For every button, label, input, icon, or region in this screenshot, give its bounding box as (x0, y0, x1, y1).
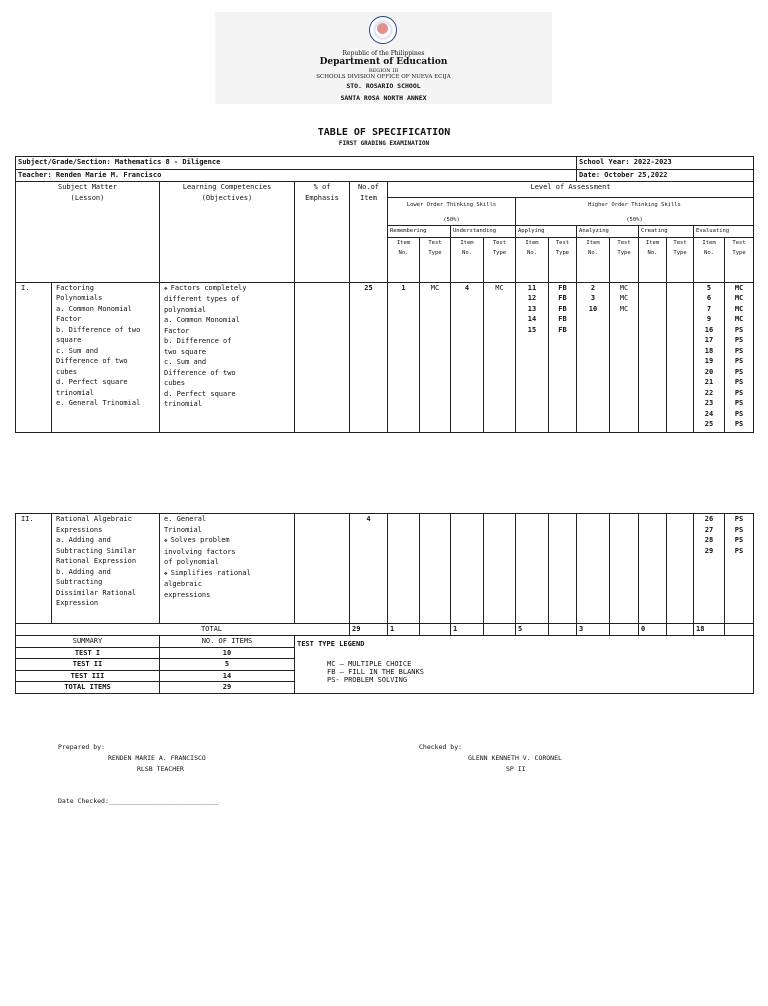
applying-item-no-entry: 14 (527, 315, 537, 323)
subject-matter-label: Subject Matter (57, 183, 117, 191)
pct-label: % of (313, 183, 331, 191)
total-evaluating: 18 (694, 624, 725, 636)
competency-detail: e. General Trinomial (164, 515, 207, 534)
summary-test-value: 5 (160, 659, 295, 671)
evaluating-header: Evaluating (694, 226, 754, 238)
evaluating-item-no-entry: 19 (704, 357, 714, 365)
summary-test-label: TOTAL ITEMS (16, 682, 160, 694)
competency-bullet: ❖ Simplifies rational (164, 568, 292, 580)
item-no-header: Item No. (451, 237, 484, 282)
division-line: SCHOOLS DIVISION OFFICE OF NUEVA ECIJA (316, 74, 451, 80)
school-year: School Year: 2022-2023 (577, 157, 754, 170)
test-type-header: Test Type (420, 237, 451, 282)
item-no-header: Item No. (577, 237, 610, 282)
letterhead (215, 12, 552, 104)
empty-cell (549, 624, 577, 636)
applying-item-no-entry: 15 (527, 325, 537, 334)
summary-test-value: 10 (160, 647, 295, 659)
no-of-items-label: NO. OF ITEMS (160, 636, 295, 648)
applying-types (549, 282, 577, 432)
evaluating-type-entry: MC (734, 294, 744, 302)
evaluating-type-entry: PS (734, 367, 744, 376)
evaluating-type-entry: PS (734, 336, 744, 344)
objectives-label: (Objectives) (201, 193, 253, 202)
hots-header (516, 198, 754, 226)
item-no-header: Item No. (516, 237, 549, 282)
prepared-by-name: RENDEN MARIE A. FRANCISCO (108, 754, 206, 762)
lesson-label: (Lesson) (70, 193, 105, 202)
understanding-type: MC (484, 282, 516, 432)
lesson-cell: Factoring Polynomials a. Common Monomial Factor b. Difference of two square c. Sum and Difference of two cubes d. Perfect square trinomial e. General Trinomial (52, 282, 160, 432)
test-type-header: Test Type (484, 237, 516, 282)
item-label: Item (360, 193, 377, 202)
total-applying: 5 (516, 624, 549, 636)
empty-cell (667, 624, 694, 636)
subject-matter-header (16, 182, 160, 283)
evaluating-type-entry: PS (734, 420, 744, 428)
emphasis-cell (295, 282, 350, 432)
hots-pct: (50%) (626, 216, 643, 223)
remembering-header: Remembering (388, 226, 451, 238)
department-line: Department of Education (319, 57, 448, 67)
lesson-cell: Rational Algebraic Expressions a. Adding and Subtracting Similar Rational Expression b. Adding and Subtracting Dissimilar Rational Expression (52, 514, 160, 624)
empty-cell (610, 624, 639, 636)
table-row (16, 514, 754, 624)
competency-bullet: ❖ Factors completely (164, 283, 292, 295)
items-header (350, 182, 388, 283)
summary-test-value: 14 (160, 670, 295, 682)
evaluating-type-entry: PS (734, 409, 744, 418)
legend-mc: MC – MULTIPLE CHOICE (327, 660, 412, 668)
evaluating-type-entry: PS (734, 325, 744, 334)
analyzing-item-no-entry: 3 (590, 294, 596, 302)
checked-by-role: SP II (506, 765, 526, 773)
evaluating-item-no-entry: 20 (704, 367, 714, 376)
competency-detail: algebraic expressions (164, 580, 211, 599)
school-annex: SANTA ROSA NORTH ANNEX (340, 94, 427, 102)
evaluating-type-entry: MC (734, 315, 744, 323)
analyzing-type-entry: MC (619, 283, 629, 292)
evaluating-item-no-entry: 6 (706, 294, 712, 302)
test-type-header: Test Type (549, 237, 577, 282)
test-type-header: Test Type (610, 237, 639, 282)
understanding-header: Understanding (451, 226, 516, 238)
prepared-by-role: RLSB TEACHER (137, 765, 184, 773)
applying-type-entry: FB (558, 304, 567, 313)
legend-title: TEST TYPE LEGEND (297, 640, 365, 648)
applying-item-no-entry: 13 (527, 304, 537, 313)
lots-header (388, 198, 516, 226)
evaluating-item-no-entry: 16 (704, 325, 714, 334)
empty-cell (549, 514, 577, 624)
summary-test-label: TEST II (16, 659, 160, 671)
test-type-header: Test Type (667, 237, 694, 282)
table-row (16, 282, 754, 432)
analyzing-item-nos (577, 282, 610, 432)
empty-cell (484, 624, 516, 636)
evaluating-types (725, 282, 754, 432)
evaluating-item-no-entry: 24 (704, 409, 714, 418)
total-understanding: 1 (451, 624, 484, 636)
level-header: Level of Assessment (388, 182, 754, 198)
understanding-item-no: 4 (451, 282, 484, 432)
creating-item-nos (639, 282, 667, 432)
applying-item-no-entry: 12 (527, 294, 537, 302)
empty-cell (667, 514, 694, 624)
evaluating-item-no-entry: 18 (704, 346, 714, 355)
item-count: 25 (350, 282, 388, 432)
analyzing-types (610, 282, 639, 432)
legend-box (295, 636, 754, 694)
evaluating-type-entry: PS (734, 525, 744, 534)
competency-detail: different types of polynomial a. Common Monomial Factor b. Difference of two square c. Sum and Difference of two cubes d. Perfect square trinomial (164, 295, 240, 408)
deped-seal-icon (369, 16, 397, 44)
lots-pct: (50%) (443, 216, 460, 223)
empty-cell (577, 514, 610, 624)
evaluating-type-entry: PS (734, 378, 744, 386)
exam-date: Date: October 25,2022 (577, 170, 754, 182)
applying-header: Applying (516, 226, 577, 238)
remembering-type: MC (420, 282, 451, 432)
subject-info: Subject/Grade/Section: Mathematics 8 - Diligence (16, 157, 577, 170)
evaluating-type-entry: PS (734, 536, 744, 544)
teacher-info: Teacher: Renden Marie M. Francisco (16, 170, 577, 182)
item-no-header: Item No. (388, 237, 420, 282)
evaluating-item-no-entry: 9 (706, 315, 712, 323)
evaluating-type-entry: PS (734, 346, 744, 355)
test-type-header: Test Type (725, 237, 754, 282)
evaluating-type-entry: PS (734, 546, 744, 555)
total-analyzing: 3 (577, 624, 610, 636)
total-row (16, 624, 754, 636)
evaluating-item-nos (694, 282, 725, 432)
creating-types (667, 282, 694, 432)
evaluating-type-entry: MC (734, 283, 744, 292)
evaluating-item-no-entry: 5 (706, 283, 712, 292)
summary-header-row (16, 636, 754, 648)
emphasis-cell (295, 514, 350, 624)
summary-test-value: 29 (160, 682, 295, 694)
total-remembering: 1 (388, 624, 420, 636)
evaluating-types (725, 514, 754, 624)
evaluating-item-no-entry: 23 (704, 399, 714, 407)
evaluating-item-no-entry: 17 (704, 336, 714, 344)
evaluating-type-entry: PS (734, 399, 744, 407)
item-no-header: Item No. (694, 237, 725, 282)
evaluating-item-no-entry: 25 (704, 420, 714, 428)
empty-cell (388, 514, 420, 624)
specification-table (15, 156, 754, 433)
emphasis-label: Emphasis (305, 193, 339, 202)
evaluating-type-entry: PS (734, 515, 744, 523)
analyzing-item-no-entry: 10 (588, 304, 598, 313)
document-title: TABLE OF SPECIFICATION (317, 127, 451, 138)
empty-cell (516, 514, 549, 624)
evaluating-type-entry: PS (734, 357, 744, 365)
row-number: II. (16, 514, 52, 624)
empty-cell (610, 514, 639, 624)
document-subtitle: FIRST GRADING EXAMINATION (338, 140, 430, 147)
empty-cell (420, 624, 451, 636)
applying-type-entry: FB (558, 283, 567, 292)
checked-by-label: Checked by: (419, 743, 463, 751)
evaluating-item-no-entry: 7 (706, 304, 712, 313)
creating-header: Creating (639, 226, 694, 238)
checked-by-name: GLENN KENNETH V. CORONEL (468, 754, 562, 762)
legend-ps: PS- PROBLEM SOLVING (327, 676, 408, 684)
evaluating-item-no-entry: 22 (704, 388, 714, 397)
evaluating-item-no-entry: 29 (704, 546, 714, 555)
date-checked-line: Date Checked:____________________________ (58, 797, 219, 805)
item-no-header: Item No. (639, 237, 667, 282)
empty-cell (451, 514, 484, 624)
applying-item-no-entry: 11 (527, 283, 537, 292)
empty-cell (420, 514, 451, 624)
competencies-header (160, 182, 295, 283)
summary-label: SUMMARY (16, 636, 160, 648)
applying-type-entry: FB (558, 315, 567, 323)
evaluating-type-entry: MC (734, 304, 744, 313)
remembering-item-no: 1 (388, 282, 420, 432)
evaluating-item-no-entry: 21 (704, 378, 714, 386)
total-label: TOTAL (16, 624, 350, 636)
competency-cell (160, 282, 295, 432)
evaluating-type-entry: PS (734, 388, 744, 397)
region-line: REGION III (368, 68, 399, 74)
prepared-by-label: Prepared by: (58, 743, 105, 751)
evaluating-item-nos (694, 514, 725, 624)
competency-detail: involving factors of polynomial (164, 547, 236, 566)
evaluating-item-no-entry: 28 (704, 536, 714, 544)
analyzing-type-entry: MC (619, 304, 629, 313)
legend-fb: FB – FILL IN THE BLANKS (327, 668, 424, 676)
applying-type-entry: FB (558, 325, 567, 334)
applying-type-entry: FB (558, 294, 567, 302)
school-name: STO. ROSARIO SCHOOL (346, 82, 421, 90)
competency-cell (160, 514, 295, 624)
total-items: 29 (350, 624, 388, 636)
specification-table-continued (15, 513, 754, 694)
analyzing-type-entry: MC (619, 294, 629, 302)
competency-bullet: ❖ Solves problem (164, 535, 292, 547)
noof-label: No.of (357, 183, 380, 191)
republic-line: Republic of the Philippines (342, 50, 425, 57)
emphasis-header (295, 182, 350, 283)
analyzing-item-no-entry: 2 (590, 283, 596, 292)
summary-test-label: TEST I (16, 647, 160, 659)
row-number: I. (16, 282, 52, 432)
empty-cell (639, 514, 667, 624)
item-count: 4 (350, 514, 388, 624)
hots-label: Higher Order Thinking Skills (588, 202, 681, 208)
empty-cell (725, 624, 754, 636)
total-creating: 0 (639, 624, 667, 636)
analyzing-header: Analyzing (577, 226, 639, 238)
competencies-label: Learning Competencies (182, 183, 272, 191)
empty-cell (484, 514, 516, 624)
evaluating-item-no-entry: 27 (704, 525, 714, 534)
summary-test-label: TEST III (16, 670, 160, 682)
evaluating-item-no-entry: 26 (704, 515, 714, 523)
applying-item-nos (516, 282, 549, 432)
lots-label: Lower Order Thinking Skills (406, 202, 497, 208)
